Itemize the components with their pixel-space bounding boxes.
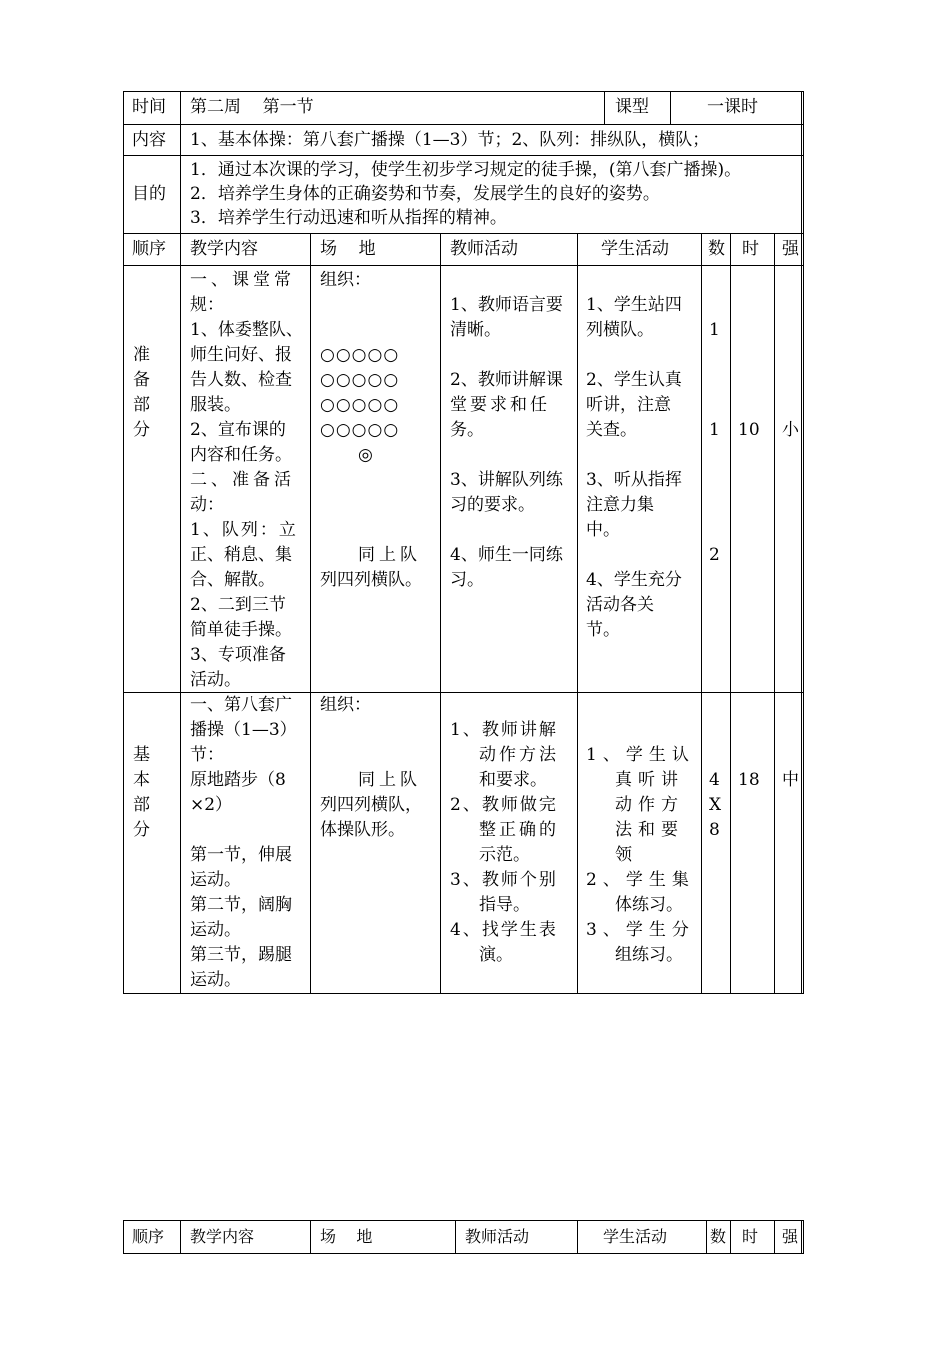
basic-venue-label: 组织：: [320, 695, 371, 715]
prep-venue-label: 组织：: [320, 270, 371, 290]
next-column-header-order: 顺序: [132, 1227, 165, 1246]
basic-teaching-line: 运动。: [190, 970, 241, 990]
next-column-header-intensity: 强: [782, 1227, 799, 1246]
prep-section-char: 部: [133, 395, 150, 415]
prep-student-line: 3、听从指挥: [586, 470, 682, 490]
prep-intensity: 小: [782, 420, 799, 440]
basic-student-line: 2、学生集: [586, 870, 695, 890]
col-divider: [670, 91, 671, 125]
prep-count: 1: [709, 320, 720, 340]
table-border-right-outer: [803, 91, 804, 994]
basic-teaching-line: ×2）: [190, 795, 233, 815]
next-column-header-time: 时: [742, 1227, 759, 1246]
column-header-teacher: 教师活动: [450, 239, 518, 259]
basic-teaching-line: 一、第八套广: [190, 695, 292, 715]
row-divider: [123, 155, 804, 156]
basic-student-line: 领: [615, 845, 632, 865]
next-table-border-bottom: [123, 1253, 804, 1254]
col-divider: [774, 233, 775, 994]
lesson-type-label: 课型: [615, 97, 649, 117]
prep-teaching-line: 3、专项准备: [190, 645, 286, 665]
basic-venue-note: 体操队形。: [320, 820, 405, 840]
prep-student-line: 4、学生充分: [586, 570, 682, 590]
prep-teacher-line: 习。: [450, 570, 484, 590]
basic-teacher-line: 1、教师讲解: [450, 720, 558, 740]
prep-teacher-line: 清晰。: [450, 320, 501, 340]
basic-intensity: 中: [782, 770, 799, 790]
next-column-header-student: 学生活动: [603, 1227, 668, 1246]
prep-student-line: 2、学生认真: [586, 370, 682, 390]
prep-student-line: 活动各关: [586, 595, 654, 615]
basic-count: 4: [709, 770, 720, 790]
basic-section-char: 分: [133, 820, 150, 840]
prep-teaching-line: 服装。: [190, 395, 241, 415]
prep-section-char: 准: [133, 345, 150, 365]
col-divider: [577, 233, 578, 994]
prep-teaching-line: 师生问好、报: [190, 345, 292, 365]
next-col-divider: [577, 1220, 578, 1254]
basic-teaching-line: 第一节，伸展: [190, 845, 292, 865]
prep-teaching-line: 一、课堂常: [190, 270, 295, 290]
prep-student-line: 1、学生站四: [586, 295, 682, 315]
prep-teaching-line: 2、二到三节: [190, 595, 286, 615]
prep-teacher-line: 4、师生一同练: [450, 545, 563, 565]
col-divider: [701, 233, 702, 994]
prep-student-line: 中。: [586, 520, 620, 540]
column-header-venue: 场 地: [320, 239, 376, 259]
column-header-student: 学生活动: [601, 239, 669, 259]
basic-section-char: 基: [133, 745, 150, 765]
table-border-right: [801, 91, 802, 994]
prep-teaching-line: 动：: [190, 495, 224, 515]
next-column-header-venue: 场 地: [320, 1227, 373, 1246]
prep-teaching-line: 简单徒手操。: [190, 620, 292, 640]
col-divider: [180, 91, 181, 994]
prep-student-line: 注意力集: [586, 495, 654, 515]
table-border-left: [123, 91, 124, 994]
basic-teacher-line: 整正确的: [479, 820, 559, 840]
column-header-time: 时: [742, 239, 759, 259]
prep-teaching-line: 告人数、检查: [190, 370, 292, 390]
prep-teaching-line: 合、解散。: [190, 570, 275, 590]
prep-teacher-line: 3、讲解队列练: [450, 470, 563, 490]
basic-student-line: 动作方: [615, 795, 684, 815]
col-divider: [730, 233, 731, 994]
basic-student-line: 3、学生分: [586, 920, 695, 940]
basic-time: 18: [738, 770, 760, 790]
next-col-divider: [774, 1220, 775, 1254]
col-divider: [604, 91, 605, 125]
formation-row: ○○○○○: [320, 420, 400, 440]
basic-teaching-line: 播操（1—3）: [190, 720, 297, 740]
formation-row: ○○○○○: [320, 370, 400, 390]
basic-student-line: 真听讲: [615, 770, 684, 790]
basic-teaching-line: 第三节，踢腿: [190, 945, 292, 965]
col-divider: [440, 233, 441, 994]
basic-count: 8: [709, 820, 720, 840]
basic-teacher-line: 动作方法: [479, 745, 559, 765]
prep-teaching-line: 内容和任务。: [190, 445, 292, 465]
basic-teacher-line: 4、找学生表: [450, 920, 558, 940]
basic-teaching-line: 运动。: [190, 870, 241, 890]
goal-line: 1．通过本次课的学习，使学生初步学习规定的徒手操，(第八套广播操)。: [190, 160, 742, 180]
col-divider: [310, 233, 311, 994]
prep-teaching-line: 正、稍息、集: [190, 545, 292, 565]
prep-teaching-line: 二、准备活: [190, 470, 295, 490]
column-header-order: 顺序: [132, 239, 166, 259]
basic-venue-note: 列四列横队，: [320, 795, 422, 815]
next-col-divider: [310, 1220, 311, 1254]
prep-teacher-line: 堂要求和任: [450, 395, 550, 415]
goal-label: 目的: [132, 184, 166, 204]
content-label: 内容: [132, 130, 166, 150]
basic-teaching-line: 第二节，阔胸: [190, 895, 292, 915]
prep-count: 2: [709, 545, 720, 565]
prep-count: 1: [709, 420, 720, 440]
next-col-divider: [730, 1220, 731, 1254]
prep-teacher-line: 1、教师语言要: [450, 295, 563, 315]
basic-student-line: 组练习。: [615, 945, 683, 965]
basic-teacher-line: 示范。: [479, 845, 530, 865]
basic-teaching-line: 运动。: [190, 920, 241, 940]
column-header-count: 数: [708, 239, 725, 259]
next-col-divider: [706, 1220, 707, 1254]
next-column-header-teacher: 教师活动: [465, 1227, 530, 1246]
prep-venue-note: 列四列横队。: [320, 570, 422, 590]
prep-section-char: 备: [133, 370, 150, 390]
prep-teacher-line: 务。: [450, 420, 484, 440]
prep-section-char: 分: [133, 420, 150, 440]
prep-teaching-line: 规：: [190, 295, 224, 315]
basic-count: X: [709, 795, 722, 815]
basic-venue-note: 同上队: [358, 770, 421, 790]
table-border-top: [123, 91, 804, 92]
teacher-position-icon: ◎: [358, 445, 373, 465]
time-label: 时间: [132, 97, 166, 117]
basic-teaching-line: 原地踏步（8: [190, 770, 286, 790]
prep-student-line: 列横队。: [586, 320, 654, 340]
next-column-header-count: 数: [710, 1227, 727, 1246]
basic-teacher-line: 指导。: [479, 895, 530, 915]
basic-teacher-line: 和要求。: [479, 770, 547, 790]
formation-row: ○○○○○: [320, 345, 400, 365]
prep-student-line: 听讲，注意: [586, 395, 671, 415]
prep-student-line: 关查。: [586, 420, 637, 440]
prep-venue-note: 同上队: [358, 545, 421, 565]
next-col-divider: [123, 1220, 124, 1254]
next-table-border-right-outer: [803, 1220, 804, 1254]
goal-line: 2．培养学生身体的正确姿势和节奏，发展学生的良好的姿势。: [190, 184, 660, 204]
prep-teaching-line: 1、体委整队、: [190, 320, 303, 340]
prep-teaching-line: 2、宣布课的: [190, 420, 286, 440]
prep-teacher-line: 习的要求。: [450, 495, 535, 515]
row-divider: [123, 124, 804, 125]
prep-student-line: 节。: [586, 620, 620, 640]
basic-teacher-line: 3、教师个别: [450, 870, 558, 890]
prep-teacher-line: 2、教师讲解课: [450, 370, 563, 390]
basic-student-line: 1、学生认: [586, 745, 695, 765]
next-column-header-teaching: 教学内容: [190, 1227, 255, 1246]
basic-teacher-line: 演。: [479, 945, 513, 965]
next-table-border-top: [123, 1220, 804, 1221]
next-col-divider: [455, 1220, 456, 1254]
prep-teaching-line: 活动。: [190, 670, 241, 690]
next-col-divider: [180, 1220, 181, 1254]
formation-row: ○○○○○: [320, 395, 400, 415]
lesson-type-value: 一课时: [707, 97, 758, 117]
content-value: 1、基本体操：第八套广播操（1—3）节；2、队列：排纵队，横队；: [190, 130, 710, 150]
column-header-teaching: 教学内容: [190, 239, 258, 259]
next-table-border-right: [801, 1220, 802, 1254]
basic-section-char: 部: [133, 795, 150, 815]
column-header-intensity: 强: [782, 239, 799, 259]
basic-teacher-line: 2、教师做完: [450, 795, 558, 815]
prep-time: 10: [738, 420, 760, 440]
basic-section-char: 本: [133, 770, 150, 790]
time-value: 第二周 第一节: [190, 97, 314, 117]
prep-teaching-line: 1、队列：立: [190, 520, 298, 540]
basic-student-line: 体练习。: [615, 895, 683, 915]
basic-teaching-line: 节：: [190, 745, 224, 765]
basic-student-line: 法和要: [615, 820, 684, 840]
goal-line: 3．培养学生行动迅速和听从指挥的精神。: [190, 208, 507, 228]
